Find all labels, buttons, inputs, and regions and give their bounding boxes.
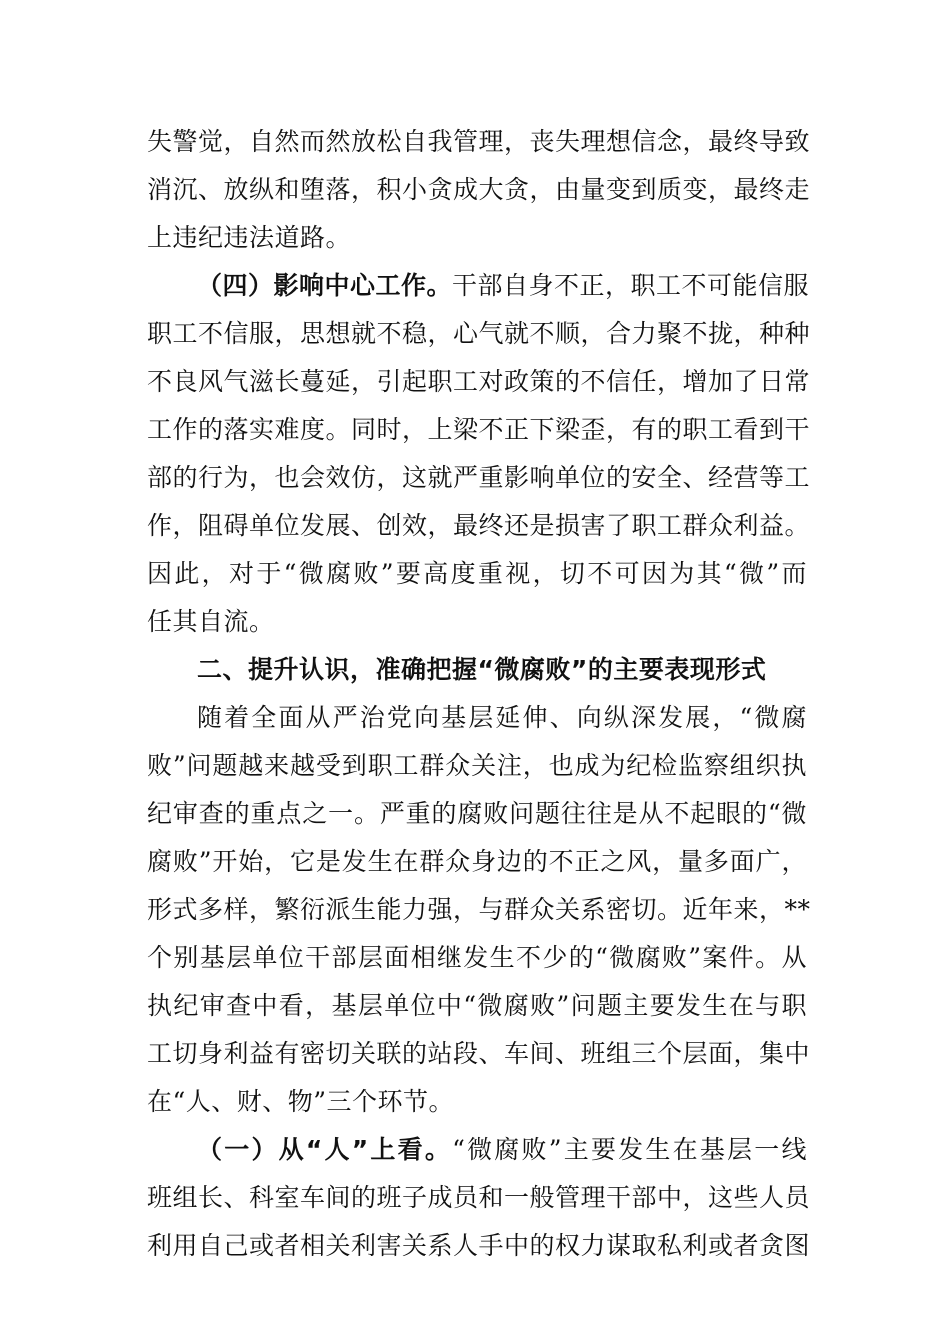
text-line: 班组长、科室车间的班子成员和一般管理干部中，这些人员 (147, 1183, 811, 1212)
text-line: 形式多样，繁衍派生能力强，与群众关系密切。近年来，** (147, 895, 811, 924)
text-line: 个别基层单位干部层面相继发生不少的“微腐败”案件。从 (147, 943, 807, 972)
paragraph (147, 694, 811, 1126)
text-span: “微腐败”主要发生在基层一线 (452, 1135, 807, 1164)
text-line: 失警觉，自然而然放松自我管理，丧失理想信念，最终导致 (147, 127, 811, 156)
text-line: 腐败”开始，它是发生在群众身边的不正之风，量多面广， (147, 847, 807, 876)
text-line: 执纪审查中看，基层单位中“微腐败”问题主要发生在与职 (147, 991, 807, 1020)
text-line: 不良风气滋长蔓延，引起职工对政策的不信任，增加了日常 (147, 367, 811, 396)
text-line: 工切身利益有密切关联的站段、车间、班组三个层面，集中 (147, 1039, 811, 1068)
text-line: 在“人、财、物”三个环节。 (147, 1087, 455, 1116)
text-line: 部的行为，也会效仿，这就严重影响单位的安全、经营等工 (147, 463, 811, 492)
text-line: 利用自己或者相关利害关系人手中的权力谋取私利或者贪图 (147, 1231, 811, 1260)
paragraph (147, 262, 811, 646)
text-line: 作，阻碍单位发展、创效，最终还是损害了职工群众利益。 (147, 511, 811, 540)
text-line: 职工不信服，思想就不稳，心气就不顺，合力聚不拢，种种 (147, 319, 811, 348)
paragraph (147, 1126, 811, 1270)
text-line: 消沉、放纵和堕落，积小贪成大贪，由量变到质变，最终走 (147, 175, 811, 204)
text-span: 干部自身不正，职工不可能信服 (452, 271, 810, 300)
section-lead: （四）影响中心工作。 (197, 271, 453, 300)
paragraph (147, 118, 811, 262)
text-line: 纪审查的重点之一。严重的腐败问题往往是从不起眼的“微 (147, 799, 807, 828)
text-line: 因此，对于“微腐败”要高度重视，切不可因为其“微”而 (147, 559, 807, 588)
text-line: 任其自流。 (147, 607, 275, 636)
text-line (147, 1126, 807, 1174)
text-line (147, 262, 810, 310)
text-line: 上违纪违法道路。 (147, 223, 352, 252)
document-page (147, 118, 811, 1270)
text-line: 工作的落实难度。同时，上梁不正下梁歪，有的职工看到干 (147, 415, 811, 444)
section-lead: （一）从“人”上看。 (197, 1135, 453, 1164)
section-heading: 二、提升认识，准确把握“微腐败”的主要表现形式 (197, 655, 767, 684)
text-line: 随着全面从严治党向基层延伸、向纵深发展，“微腐 (197, 703, 807, 732)
text-line: 败”问题越来越受到职工群众关注，也成为纪检监察组织执 (147, 751, 807, 780)
